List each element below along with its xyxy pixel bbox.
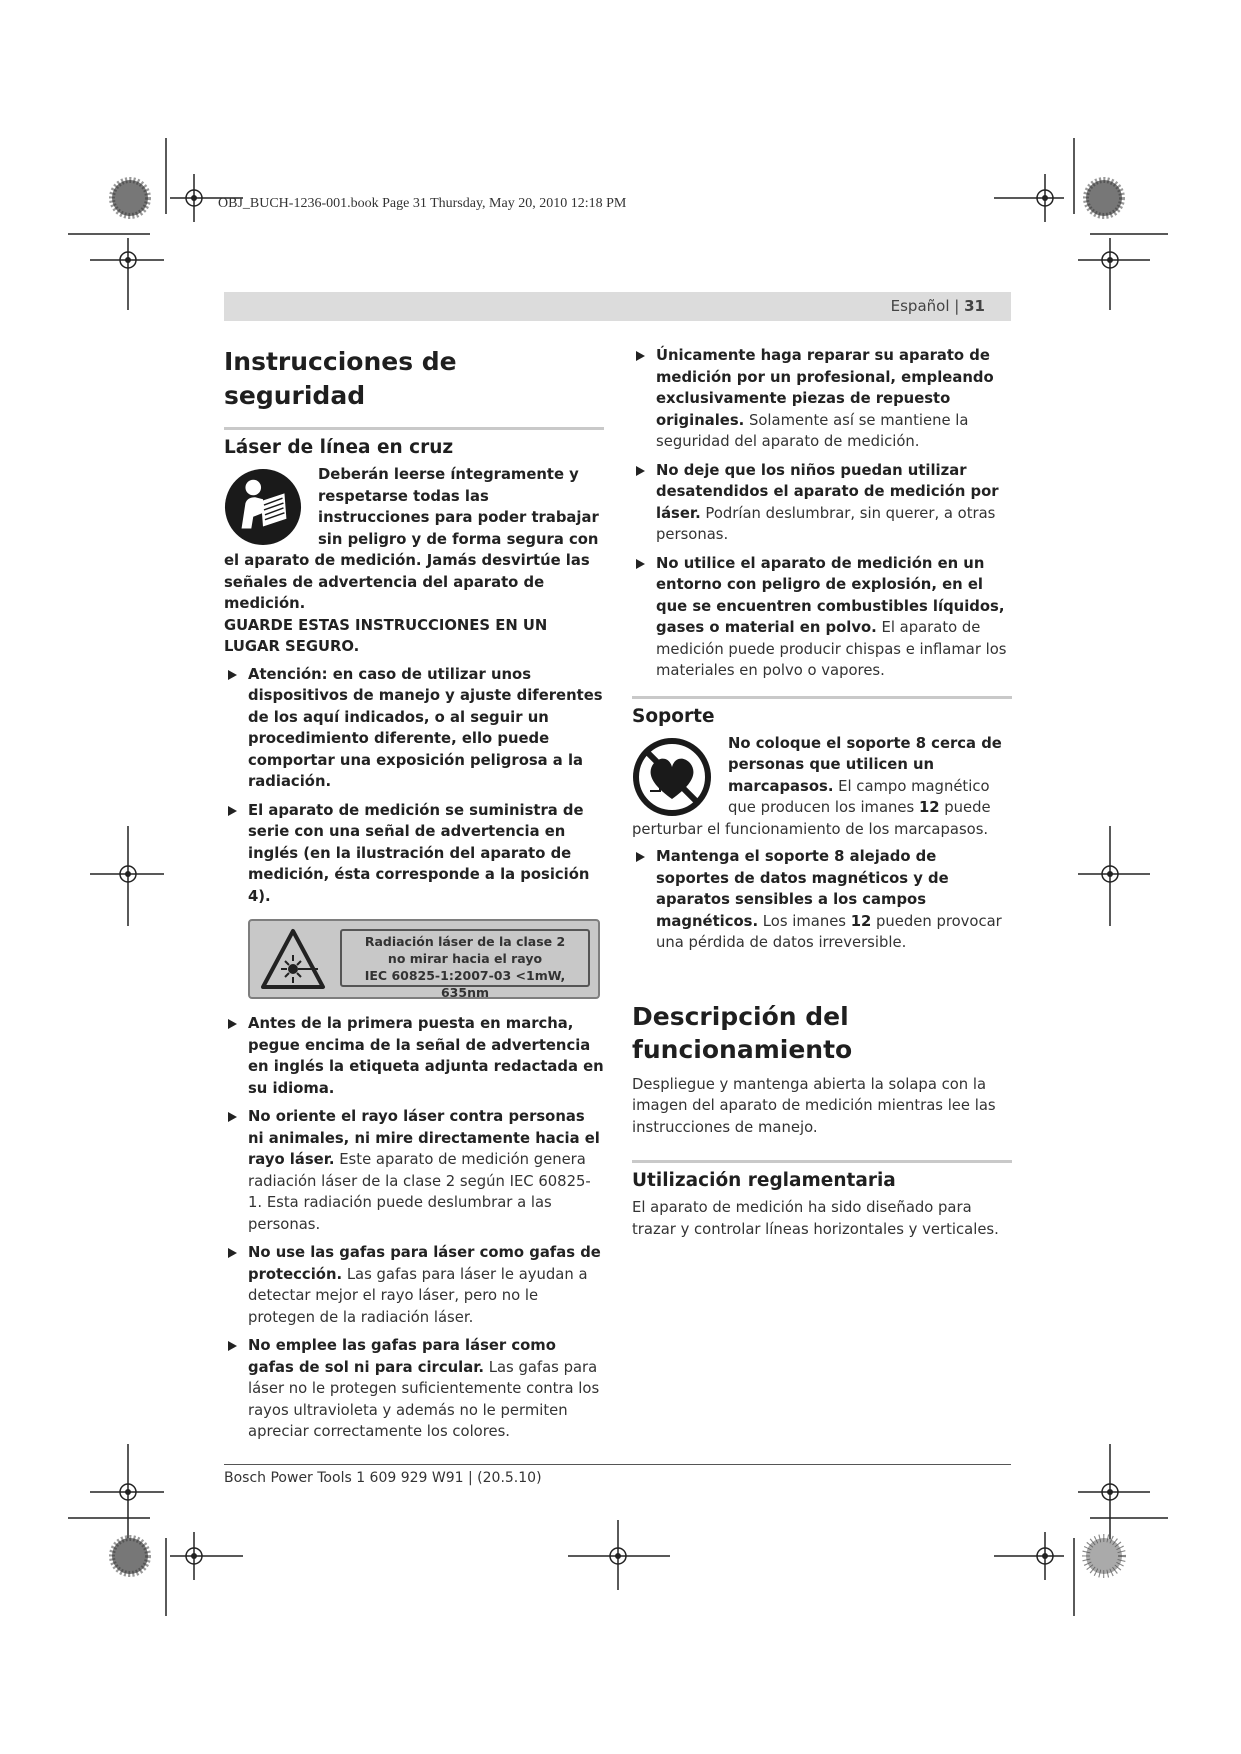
- description-text: Despliegue y mantenga abierta la solapa con la imagen del aparato de medición mientras lee las instrucciones de manejo.: [632, 1075, 996, 1136]
- read-manual-icon: [224, 468, 302, 546]
- header-language: Español: [890, 297, 950, 315]
- bullet-triangle-icon: [228, 1112, 237, 1122]
- footer-rule: [224, 1464, 1011, 1465]
- keep-instructions: GUARDE ESTAS INSTRUCCIONES EN UN LUGAR SEGURO.: [224, 616, 548, 655]
- list-item: No deje que los niños puedan utilizar desatendidos el aparato de medición por láser. Podrían deslumbrar, sin querer, a otras personas.: [632, 460, 1012, 546]
- list-item: Atención: en caso de utilizar unos dispositivos de manejo y ajuste diferentes de los aquí indicados, o al seguir un procedimiento diferente, ello puede comportar una exposición peligrosa a la radiación.: [224, 664, 604, 793]
- section-heading-use: Utilización reglamentaria: [632, 1170, 896, 1191]
- book-info-line: OBJ_BUCH-1236-001.book Page 31 Thursday, May 20, 2010 12:18 PM: [218, 196, 627, 211]
- laser-hazard-icon: [260, 927, 326, 993]
- section-rule: [632, 696, 1012, 699]
- list-item: No oriente el rayo láser contra personas ni animales, ni mire directamente hacia el rayo láser. Este aparato de medición genera radiación láser de la clase 2 según IEC 60825-1. Esta radiación puede deslumbrar a las personas.: [224, 1106, 604, 1235]
- list-item: Mantenga el soporte 8 alejado de soportes de datos magnéticos y de aparatos sensibles a los campos magnéticos. Los imanes 12 pueden provocar una pérdida de datos irreversible.: [632, 846, 1012, 954]
- bullet-triangle-icon: [636, 466, 645, 476]
- list-item: Únicamente haga reparar su aparato de medición por un profesional, empleando exclusivamente piezas de repuesto originales. Solamente así se mantiene la seguridad del aparato de medición.: [632, 345, 1012, 453]
- list-item: No emplee las gafas para láser como gafas de sol ni para circular. Las gafas para láser no le protegen suficientemente contra los rayos ultravioleta y además no le permiten apreciar correctamente los colores.: [224, 1335, 604, 1443]
- laser-warning-label: [248, 919, 600, 999]
- bullet-triangle-icon: [228, 1248, 237, 1258]
- intro-warning: Deberán leerse íntegramente y respetarse todas las instrucciones para poder trabajar sin peligro y de forma segura con el aparato de medición. Jamás desvirtúe las señales de advertencia del aparato de medición.: [224, 466, 599, 612]
- section-heading-description: Descripción del funcionamiento: [632, 1001, 853, 1064]
- use-text: El aparato de medición ha sido diseñado para trazar y controlar líneas horizontales y verticales.: [632, 1199, 999, 1238]
- page-header: [891, 297, 985, 315]
- soporte-block: No coloque el soporte 8 cerca de personas que utilicen un marcapasos. El campo magnético que producen los imanes 12 puede perturbar el funcionamiento de los marcapasos.: [632, 734, 1002, 838]
- section-heading-laser: Láser de línea en cruz: [224, 437, 454, 458]
- right-column: [632, 345, 1012, 1240]
- intro-block: [224, 464, 604, 658]
- footer: Bosch Power Tools 1 609 929 W91 | (20.5.10): [224, 1470, 542, 1486]
- section-heading-soporte: Soporte: [632, 705, 715, 727]
- section-rule: [224, 427, 604, 430]
- laser-warning-text: Radiación láser de la clase 2 no mirar hacia el rayo IEC 60825-1:2007-03 <1mW, 635nm: [340, 929, 590, 987]
- header-separator: |: [954, 297, 960, 315]
- page-title: Instrucciones de seguridad: [224, 347, 457, 410]
- page-number: 31: [964, 297, 985, 315]
- list-item: El aparato de medición se suministra de serie con una señal de advertencia en inglés (en la ilustración del aparato de medición, ésta corresponde a la posición 4).: [224, 800, 604, 908]
- list-item: No utilice el aparato de medición en un entorno con peligro de explosión, en el que se encuentren combustibles líquidos, gases o material en polvo. El aparato de medición puede producir chispas e inflamar los materiales en polvo o vapores.: [632, 553, 1012, 682]
- section-rule: [632, 1160, 1012, 1163]
- bullet-triangle-icon: [636, 559, 645, 569]
- bullet-triangle-icon: [228, 1341, 237, 1351]
- bullet-triangle-icon: [636, 351, 645, 361]
- bullet-triangle-icon: [228, 806, 237, 816]
- bullet-triangle-icon: [636, 852, 645, 862]
- no-pacemaker-icon: [632, 737, 712, 817]
- page-header-bar: [224, 292, 1011, 321]
- left-column: [224, 345, 604, 1450]
- list-item: Antes de la primera puesta en marcha, pegue encima de la señal de advertencia en inglés la etiqueta adjunta redactada en su idioma.: [224, 1013, 604, 1099]
- bullet-triangle-icon: [228, 1019, 237, 1029]
- bullet-triangle-icon: [228, 670, 237, 680]
- list-item: No use las gafas para láser como gafas de protección. Las gafas para láser le ayudan a detectar mejor el rayo láser, pero no le protegen de la radiación láser.: [224, 1242, 604, 1328]
